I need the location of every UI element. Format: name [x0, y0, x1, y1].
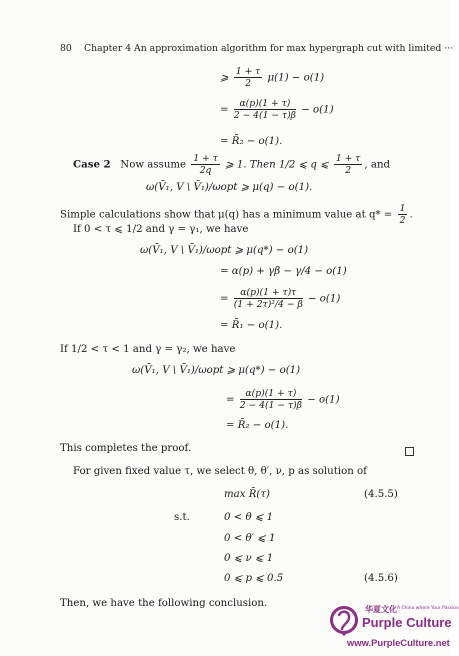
- para-case-tau-small: If 0 < τ ⩽ 1/2 and γ = γ₁, we have: [73, 224, 249, 235]
- equation-number: (4.5.5): [364, 489, 398, 500]
- constraint-p: 0 ⩽ p ⩽ 0.5: [224, 573, 284, 584]
- eq-block2-line4: = R̄₁ − o(1).: [220, 320, 283, 331]
- para-conclusion: Then, we have the following conclusion.: [60, 598, 268, 609]
- eq-block3-line3: = R̄₂ − o(1).: [226, 420, 289, 431]
- subject-to-label: s.t.: [174, 512, 190, 523]
- program-objective: max R̄(τ): [224, 489, 270, 500]
- constraint-nu: 0 ⩽ ν ⩽ 1: [224, 553, 274, 564]
- fraction: $\frac{1 + \tau}{2q}$: [193, 153, 218, 176]
- watermark-tagline: A China where Your Passion: [397, 606, 459, 611]
- proof-end-text: This completes the proof.: [60, 443, 192, 454]
- eq-block2-line2: = α(p) + γβ − γ/4 − o(1): [220, 266, 347, 277]
- page-number: 80: [60, 43, 72, 54]
- equation-number: (4.5.6): [364, 573, 398, 584]
- running-title: An approximation algorithm for max hypergraph cut with limited ···: [134, 43, 454, 54]
- para-select-solution: For given fixed value τ, we select θ, θ′, ν, p as solution of: [73, 466, 367, 477]
- eq-block1-line2: = $\frac{\alpha(p)(1 + \tau)}{2 - 4(1 - \tau)\beta}$ − o(1): [220, 98, 334, 121]
- constraint-theta-prime: 0 < θ′ ⩽ 1: [224, 533, 276, 544]
- eq-block2-line3: = $\frac{\alpha(p)(1 + \tau)\tau}{\text{(1 + 2τ)²/4 − β}}$ − o(1): [220, 287, 341, 310]
- watermark-url: www.PurpleCulture.net: [347, 637, 450, 648]
- fraction: $\frac{1 + \tau}{2}$: [335, 153, 361, 176]
- watermark-brand: Purple Culture: [362, 615, 452, 630]
- fraction: $\frac{\alpha(p)(1 + \tau)\tau}{\text{(1 + 2τ)²/4 − β}}$: [233, 287, 303, 310]
- para-case-tau-large: If 1/2 < τ < 1 and γ = γ₂, we have: [60, 344, 236, 355]
- eq-block1-line3: = R̄₂ − o(1).: [220, 136, 283, 147]
- chapter-label: Chapter 4: [84, 43, 132, 54]
- eq-block2-line1: ω(V̄₁, V \ V̄₁)/ωopt ⩾ μ(q*) − o(1): [140, 245, 309, 256]
- fraction: $\frac{\alpha(p)(1 + \tau)}{2 - 4(1 - \tau)\beta}$: [233, 98, 296, 121]
- para-minimum: Simple calculations show that μ(q) has a minimum value at q* = $\frac{1}{2}$ .: [60, 203, 413, 226]
- eq-block3-line1: ω(V̄₁, V \ V̄₁)/ωopt ⩾ μ(q*) − o(1): [132, 365, 301, 376]
- purple-culture-logo-icon: [330, 601, 358, 639]
- fraction: $\frac{\alpha(p)(1 + \tau)}{2 - 4(1 - \tau)\beta}$: [239, 388, 302, 411]
- case2-label: Case 2: [73, 158, 111, 171]
- eq-case2-bound: ω(V̄₁, V \ V̄₁)/ωopt ⩾ μ(q) − o(1).: [146, 182, 313, 193]
- fraction: $\frac{1 + \tau}{2}$: [235, 66, 261, 89]
- watermark-chinese: 华夏文化: [365, 605, 397, 614]
- eq-block1-line1: ⩾ $\frac{1 + \tau}{2}$ μ(1) − o(1): [220, 66, 325, 89]
- eq-block3-line2: = $\frac{\alpha(p)(1 + \tau)}{2 - 4(1 - \tau)\beta}$ − o(1): [226, 388, 340, 411]
- qed-square-icon: [405, 447, 414, 456]
- case2-line: Case 2 Now assume $\frac{1 + \tau}{2q}$ ⩾ 1. Then 1/2 ⩽ q ⩽ $\frac{1 + \tau}{2}$ , and: [73, 153, 391, 176]
- fraction: $\frac{1}{2}$: [399, 203, 406, 226]
- constraint-theta: 0 < θ ⩽ 1: [224, 512, 274, 523]
